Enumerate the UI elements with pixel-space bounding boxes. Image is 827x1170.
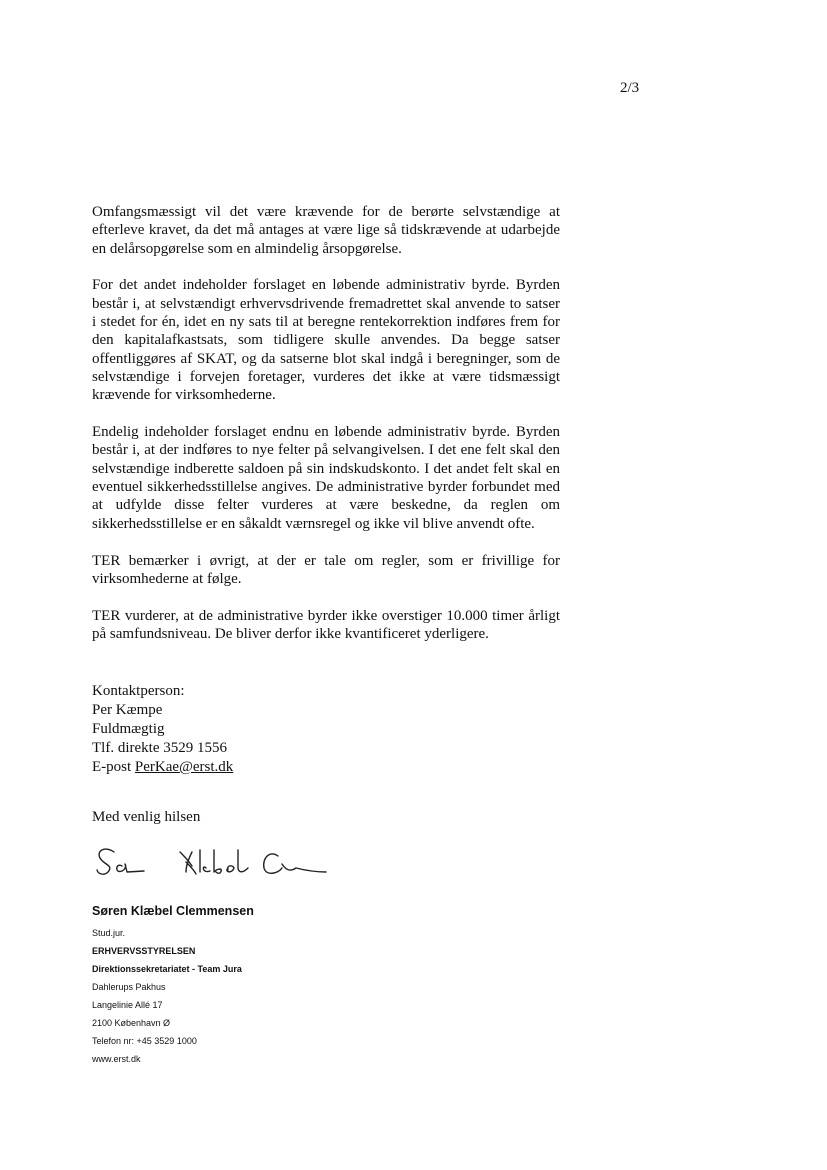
contact-name: Per Kæmpe (92, 702, 163, 718)
contact-email-line (92, 758, 233, 777)
email-label: E-post (92, 759, 132, 775)
paragraph: For det andet indeholder forslaget en løbende administrativ byrde. Byrden består i, at selvstændigt erhvervsdrivende fremadrettet skal anvende to satser i stedet for én, idet en ny sats til at beregne rentekorrektion indføres frem for den kapitalafkastsats, som tidligere skulle anvendes. Da begge satser offentliggøres af SKAT, og da satserne blot skal indgå i beregninger, som de selvstændige i forvejen foretager, vurderes det ikke at være tidsmæssigt krævende for virksomhederne. (92, 277, 560, 404)
city-address: 2100 København Ø (92, 1018, 171, 1028)
contact-block (92, 682, 233, 777)
paragraph: TER bemærker i øvrigt, at der er tale om regler, som er frivillige for virksomhederne at følge. (92, 552, 560, 587)
office-phone: Telefon nr: +45 3529 1000 (92, 1036, 197, 1046)
email-link[interactable]: PerKae@erst.dk (134, 759, 234, 775)
closing-greeting: Med venlig hilsen (92, 809, 201, 825)
contact-title: Fuldmægtig (92, 721, 165, 737)
page-number: 2/3 (620, 80, 640, 96)
website-link[interactable]: www.erst.dk (92, 1054, 141, 1064)
department-name: Direktionssekretariatet - Team Jura (92, 964, 242, 974)
organization-name: ERHVERVSSTYRELSEN (92, 946, 196, 956)
contact-heading: Kontaktperson: (92, 683, 185, 699)
paragraph: Endelig indeholder forslaget endnu en løbende administrativ byrde. Byrden består i, at der indføres to nye felter på selvangivelsen. I det ene felt skal den selvstændige indberette saldoen på sin indskudskonto. I det andet felt skal en eventuel sikkerhedsstillelse angives. De administrative byrder forbundet med at udfylde disse felter vurderes at være beskedne, da reglen om sikkerhedsstillelse er en såkaldt værnsregel og ikke vil blive anvendt ofte. (92, 424, 560, 532)
letter-body (92, 203, 560, 662)
signer-name: Søren Klæbel Clemmensen (92, 904, 254, 918)
building-name: Dahlerups Pakhus (92, 982, 166, 992)
paragraph: TER vurderer, at de administrative byrder ikke overstiger 10.000 timer årligt på samfundsniveau. De bliver derfor ikke kvantificeret yderligere. (92, 607, 560, 643)
signature-block (92, 904, 254, 1068)
handwritten-signature (92, 838, 342, 886)
paragraph: Omfangsmæssigt vil det være krævende for de berørte selvstændige at efterleve kravet, da det må antages at være lige så tidskrævende at udarbejde en delårsopgørelse som en almindelig årsopgørelse. (92, 204, 560, 257)
contact-phone: Tlf. direkte 3529 1556 (92, 740, 227, 756)
signer-role: Stud.jur. (92, 928, 126, 938)
street-address: Langelinie Allé 17 (92, 1000, 163, 1010)
